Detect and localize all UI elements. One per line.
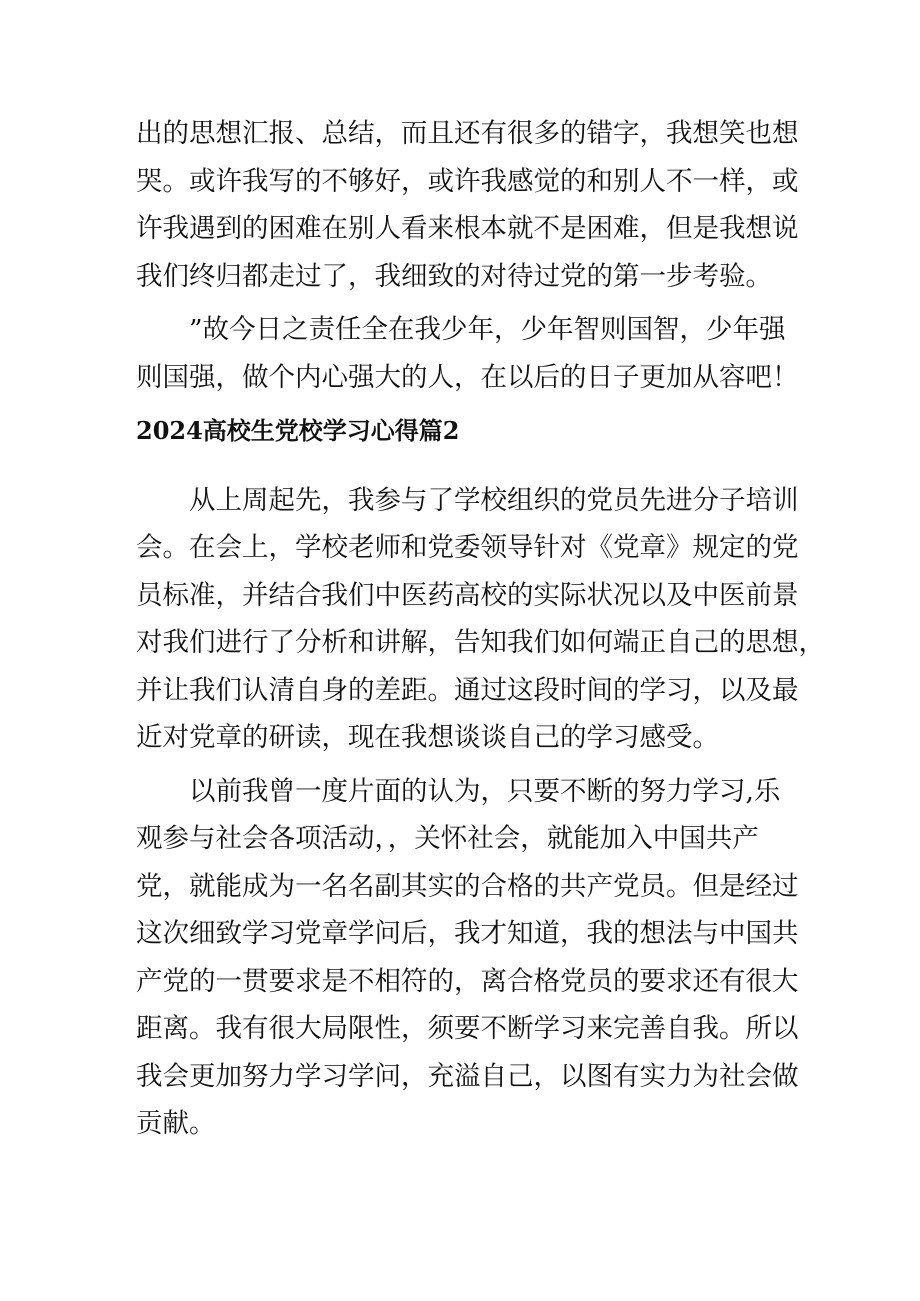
paragraph-line: 我们终归都走过了，我细致的对待过党的第一步考验。 <box>136 260 772 292</box>
paragraph-line: 距离。我有很大局限性，须要不断学习来完善自我。所以 <box>136 1013 799 1044</box>
paragraph-line: 党，就能成为一名名副其实的合格的共产党员。但是经过 <box>136 870 799 902</box>
document-body <box>136 110 825 1148</box>
paragraph-1 <box>136 110 816 300</box>
paragraph-line: 会。在会上，学校老师和党委领导针对《党章》规定的党 <box>136 532 799 563</box>
paragraph-line: 以前我曾一度片面的认为，只要不断的努力学习,乐 <box>189 775 781 807</box>
paragraph-2 <box>136 306 816 401</box>
paragraph-line: 近对党章的研读，现在我想谈谈自己的学习感受。 <box>136 722 719 753</box>
paragraph-spacer <box>136 455 816 477</box>
paragraph-3 <box>136 477 825 762</box>
paragraph-line: 从上周起先，我参与了学校组织的党员先进分子培训 <box>189 484 799 516</box>
paragraph-line: 这次细致学习党章学问后，我才知道，我的想法与中国共 <box>136 918 799 949</box>
paragraph-line: 出的思想汇报、总结，而且还有很多的错字，我想笑也想 <box>136 118 799 149</box>
paragraph-line: 我会更加努力学习学问，充溢自己，以图有实力为社会做 <box>136 1060 799 1092</box>
section-heading: 2024高校生党校学习心得篇2 <box>136 416 460 445</box>
paragraph-line: 贡献。 <box>136 1108 216 1139</box>
paragraph-4 <box>136 768 816 1148</box>
paragraph-line: 员标准，并结合我们中医药高校的实际状况以及中医前景 <box>136 579 799 611</box>
paragraph-line: 并让我们认清自身的差距。通过这段时间的学习，以及最 <box>136 674 799 706</box>
paragraph-line: 哭。或许我写的不够好，或许我感觉的和别人不一样，或 <box>136 165 799 197</box>
paragraph-line: 观参与社会各项活动，，关怀社会，就能加入中国共产 <box>136 823 759 854</box>
paragraph-line: 对我们进行了分析和讲解，告知我们如何端正自己的思想， <box>136 627 825 658</box>
paragraph-line: 许我遇到的困难在别人看来根本就不是困难，但是我想说 <box>136 213 799 244</box>
paragraph-line: 则国强，做个内心强大的人，在以后的日子更加从容吧！ <box>136 361 799 393</box>
paragraph-line: 产党的一贯要求是不相符的，离合格党员的要求还有很大 <box>136 965 799 997</box>
paragraph-line: ”故今日之责任全在我少年，少年智则国智，少年强 <box>189 314 786 345</box>
